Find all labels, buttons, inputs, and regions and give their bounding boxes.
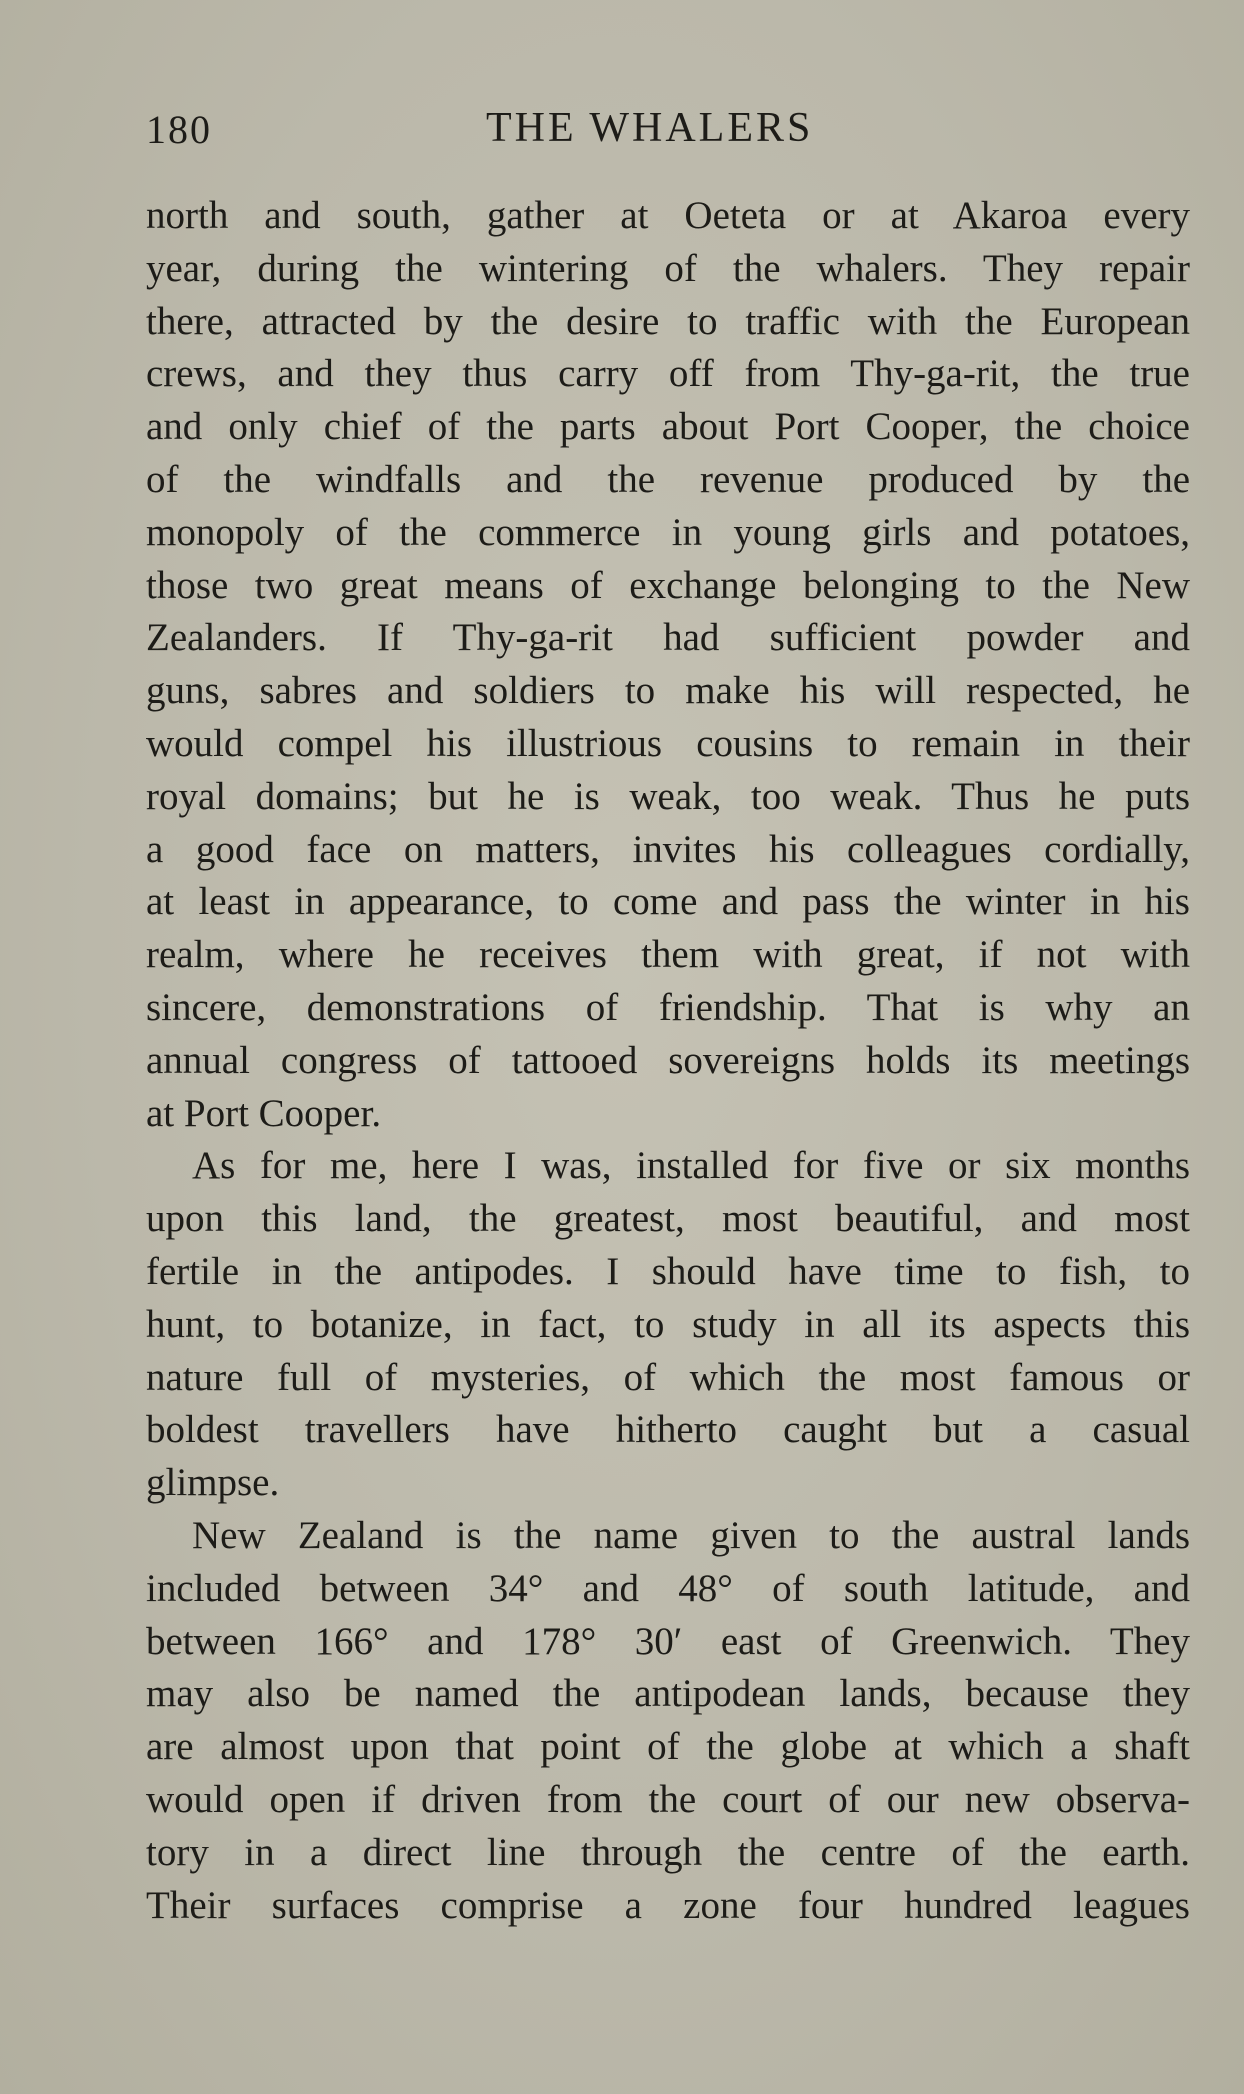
text-line: glimpse. <box>146 1461 280 1505</box>
text-line: hunt, to botanize, in fact, to study in all its aspects this <box>146 1302 1190 1346</box>
text-line: royal domains; but he is weak, too weak. Thus he puts <box>146 774 1190 818</box>
text-line: crews, and they thus carry off from Thy-ga-rit, the true <box>146 352 1190 396</box>
running-head <box>146 100 1190 160</box>
page-number: 180 <box>146 107 212 152</box>
text-line: Their surfaces comprise a zone four hundred leagues <box>146 1883 1190 1927</box>
text-line: may also be named the antipodean lands, because they <box>146 1672 1190 1716</box>
text-line: at least in appearance, to come and pass the winter in his <box>146 880 1190 924</box>
body-text <box>146 190 1190 1932</box>
text-line: fertile in the antipodes. I should have time to fish, to <box>146 1249 1190 1293</box>
text-line: included between 34° and 48° of south latitude, and <box>146 1566 1190 1610</box>
text-line: and only chief of the parts about Port Cooper, the choice <box>146 405 1190 449</box>
text-line: upon this land, the greatest, most beautiful, and most <box>146 1197 1190 1241</box>
text-line: those two great means of exchange belonging to the New <box>146 563 1190 607</box>
text-line: between 166° and 178° 30′ east of Greenwich. They <box>146 1619 1190 1663</box>
text-line: sincere, demonstrations of friendship. That is why an <box>146 985 1190 1029</box>
text-line: Zealanders. If Thy-ga-rit had sufficient powder and <box>146 616 1190 660</box>
text-line: tory in a direct line through the centre of the earth. <box>146 1830 1190 1874</box>
text-line: year, during the wintering of the whalers. They repair <box>146 246 1190 290</box>
text-line: New Zealand is the name given to the austral lands <box>192 1513 1190 1557</box>
text-line: there, attracted by the desire to traffic with the European <box>146 299 1190 343</box>
text-line: a good face on matters, invites his colleagues cordially, <box>146 827 1190 871</box>
text-line: would compel his illustrious cousins to remain in their <box>146 721 1190 765</box>
text-line: guns, sabres and soldiers to make his will respected, he <box>146 669 1190 713</box>
text-line: north and south, gather at Oeteta or at Akaroa every <box>146 194 1190 237</box>
text-line: realm, where he receives them with great, if not with <box>146 933 1190 977</box>
text-line: monopoly of the commerce in young girls and potatoes, <box>146 510 1190 554</box>
text-line: would open if driven from the court of our new observa- <box>146 1777 1190 1821</box>
text-line: annual congress of tattooed sovereigns holds its meetings <box>146 1038 1190 1082</box>
text-line: at Port Cooper. <box>146 1091 382 1135</box>
text-line: boldest travellers have hitherto caught but a casual <box>146 1408 1190 1452</box>
text-line: of the windfalls and the revenue produced by the <box>146 457 1190 501</box>
text-line: are almost upon that point of the globe at which a shaft <box>146 1725 1190 1769</box>
text-line: As for me, here I was, installed for five or six months <box>192 1144 1190 1188</box>
text-line: nature full of mysteries, of which the most famous or <box>146 1355 1190 1399</box>
running-title: THE WHALERS <box>486 105 814 151</box>
